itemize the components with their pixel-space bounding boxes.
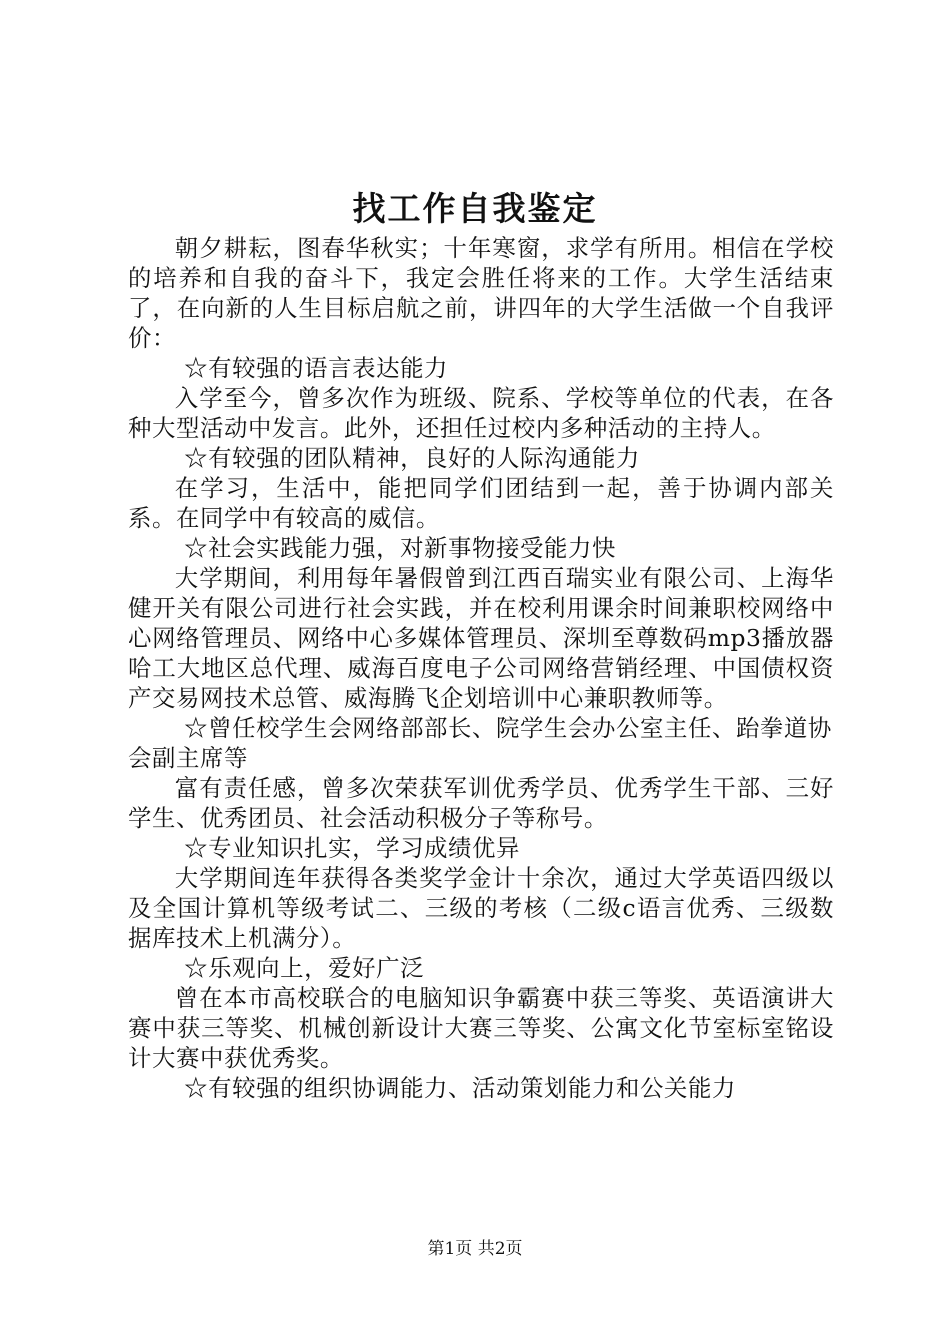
section-heading-hobbies: ☆乐观向上，爱好广泛 — [184, 954, 425, 982]
document-title: 找工作自我鉴定 — [352, 189, 598, 228]
section-heading-teamwork: ☆有较强的团队精神，良好的人际沟通能力 — [184, 444, 640, 472]
intro-paragraph: 朝夕耕耘，图春华秋实；十年寒窗，求学有所用。相信在学校的培养和自我的奋斗下，我定会胜任将来的工作。大学生活结束了，在向新的人生目标启航之前，讲四年的大学生活做一个自我评价： — [128, 234, 834, 352]
paragraph-language: 入学至今，曾多次作为班级、院系、学校等单位的代表，在各种大型活动中发言。此外，还担任过校内多种活动的主持人。 — [128, 384, 834, 442]
document-body — [128, 233, 834, 1103]
section-heading-language: ☆有较强的语言表达能力 — [184, 354, 449, 382]
section-heading-practice: ☆社会实践能力强，对新事物接受能力快 — [184, 534, 616, 562]
section-heading-positions: ☆曾任校学生会网络部部长、院学生会办公室主任、跆拳道协会副主席等 — [128, 714, 832, 772]
paragraph-hobbies: 曾在本市高校联合的电脑知识争霸赛中获三等奖、英语演讲大赛中获三等奖、机械创新设计大赛三等奖、公寓文化节室标室铭设计大赛中获优秀奖。 — [128, 984, 834, 1072]
paragraph-knowledge: 大学期间连年获得各类奖学金计十余次，通过大学英语四级以及全国计算机等级考试二、三级的考核（二级c语言优秀、三级数据库技术上机满分）。 — [128, 864, 834, 952]
paragraph-teamwork: 在学习，生活中，能把同学们团结到一起，善于协调内部关系。在同学中有较高的威信。 — [128, 474, 834, 532]
section-heading-knowledge: ☆专业知识扎实，学习成绩优异 — [184, 834, 521, 862]
paragraph-practice: 大学期间，利用每年暑假曾到江西百瑞实业有限公司、上海华健开关有限公司进行社会实践，并在校利用课余时间兼职校网络中心网络管理员、网络中心多媒体管理员、深圳至尊数码mp3播放器哈工大地区总代理、威海百度电子公司网络营销经理、中国债权资产交易网技术总管、威海腾飞企划培训中心兼职教师等。 — [128, 564, 834, 712]
section-heading-organization: ☆有较强的组织协调能力、活动策划能力和公关能力 — [184, 1074, 736, 1102]
paragraph-positions: 富有责任感，曾多次荣获军训优秀学员、优秀学生干部、三好学生、优秀团员、社会活动积极分子等称号。 — [128, 774, 834, 832]
page-number: 第1页 共2页 — [427, 1239, 523, 1259]
